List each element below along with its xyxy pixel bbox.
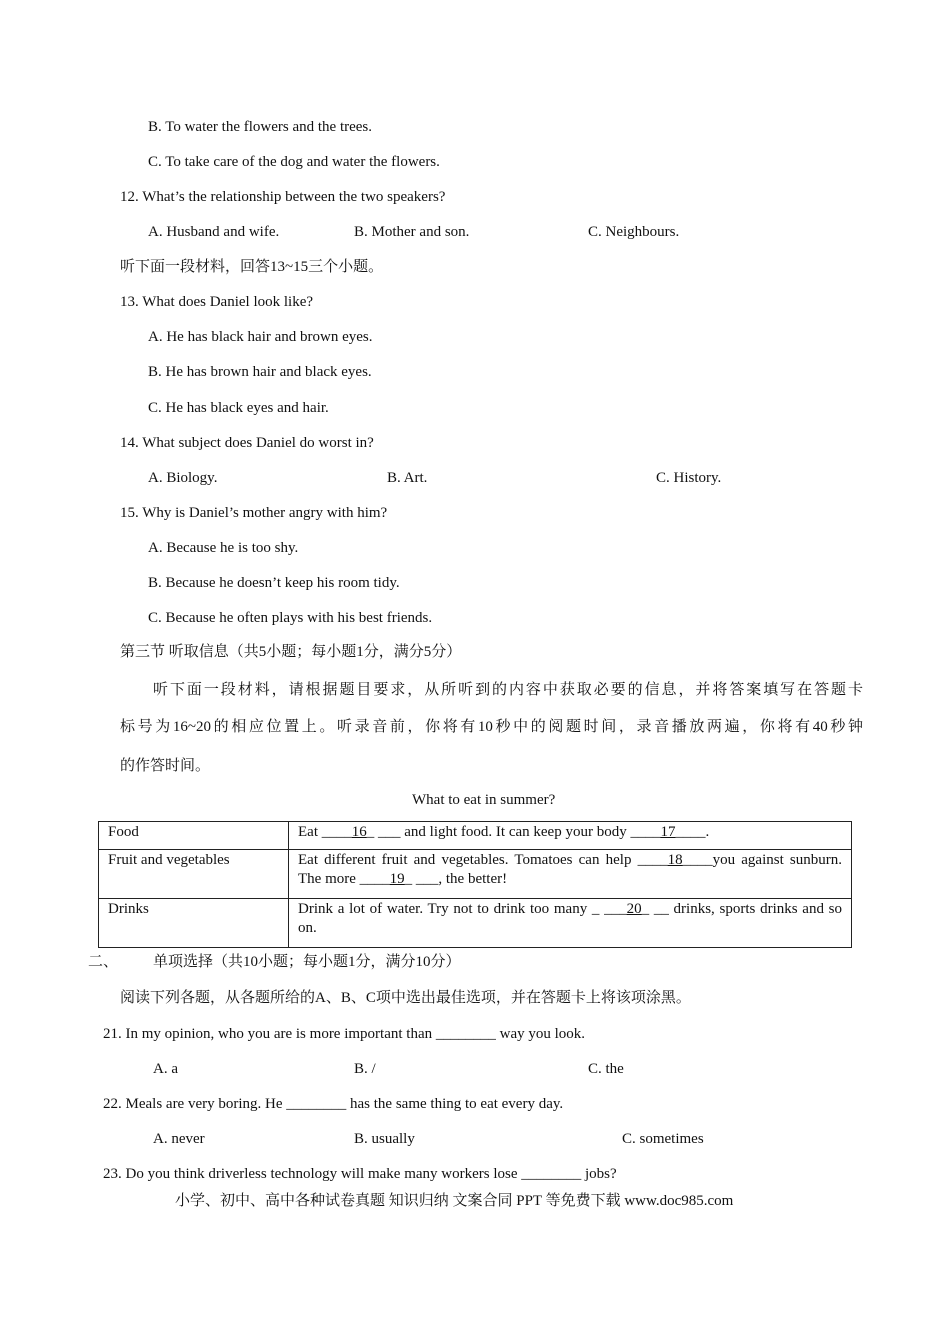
blank-18[interactable]: 18 <box>667 852 683 868</box>
table-row <box>99 899 852 948</box>
row-text: _ ___, the better! <box>404 871 508 887</box>
row-label: Fruit and vegetables <box>99 850 289 899</box>
row-content <box>289 850 852 899</box>
row-content <box>289 899 852 948</box>
row-content <box>289 822 852 850</box>
table-row <box>99 822 852 850</box>
row-text: Eat ____ <box>298 824 352 840</box>
blank-17[interactable]: 17 <box>660 824 676 840</box>
blank-16[interactable]: 16 <box>351 824 367 840</box>
blank-20[interactable]: 20 <box>626 901 642 917</box>
q13-option-a: A. He has black hair and brown eyes. <box>148 329 373 345</box>
q14-option-c: C. History. <box>656 470 722 486</box>
q13-option-b: B. He has brown hair and black eyes. <box>148 364 372 380</box>
section3-heading: 第三节 听取信息（共5小题；每小题1分，满分5分） <box>120 644 462 660</box>
row-label: Drinks <box>99 899 289 948</box>
q15-question: 15. Why is Daniel’s mother angry with him? <box>120 505 388 521</box>
q22-question: 22. Meals are very boring. He ________ has the same thing to eat every day. <box>103 1096 564 1112</box>
section3-instruction-1: 听下面一段材料，请根据题目要求，从所听到的内容中获取必要的信息，并将答案填写在答题卡 <box>153 682 863 698</box>
table-row <box>99 850 852 899</box>
table-title: What to eat in summer? <box>412 792 556 808</box>
q21-option-a: A. a <box>153 1061 178 1077</box>
row-text: _ <box>641 901 654 917</box>
blank-19[interactable]: 19 <box>389 871 405 887</box>
q22-option-b: B. usually <box>354 1131 415 1147</box>
q21-option-c: C. the <box>588 1061 624 1077</box>
q21-question: 21. In my opinion, who you are is more important than ________ way you look. <box>103 1026 586 1042</box>
q14-option-a: A. Biology. <box>148 470 218 486</box>
q22-option-a: A. never <box>153 1131 205 1147</box>
row-text: _ ___ and light food. It can keep your body ____ <box>366 824 661 840</box>
q15-option-a: A. Because he is too shy. <box>148 540 299 556</box>
info-table <box>98 821 852 948</box>
part2-instruction: 阅读下列各题，从各题所给的A、B、C项中选出最佳选项，并在答题卡上将该项涂黑。 <box>120 990 691 1006</box>
q12-option-b: B. Mother and son. <box>354 224 470 240</box>
row-text: ____. <box>675 824 710 840</box>
q13-question: 13. What does Daniel look like? <box>120 294 314 310</box>
q12-option-a: A. Husband and wife. <box>148 224 280 240</box>
page-footer: 小学、初中、高中各种试卷真题 知识归纳 文案合同 PPT 等免费下载 www.doc985.com <box>175 1193 734 1209</box>
q11-option-b: B. To water the flowers and the trees. <box>148 119 373 135</box>
q15-option-c: C. Because he often plays with his best friends. <box>148 610 433 626</box>
q21-option-b: B. / <box>354 1061 376 1077</box>
q12-question: 12. What’s the relationship between the two speakers? <box>120 189 446 205</box>
part2-heading: 单项选择（共10小题；每小题1分，满分10分） <box>153 954 461 970</box>
q11-option-c: C. To take care of the dog and water the flowers. <box>148 154 440 170</box>
part2-heading-number: 二、 <box>88 954 119 970</box>
row-label: Food <box>99 822 289 850</box>
q23-question: 23. Do you think driverless technology will make many workers lose ________ jobs? <box>103 1166 617 1182</box>
row-text: __ drinks, sports drinks and so on. <box>298 901 842 936</box>
q22-option-c: C. sometimes <box>622 1131 704 1147</box>
section3-instruction-3: 的作答时间。 <box>120 758 211 774</box>
row-text: Eat different fruit and vegetables. Tomatoes can help ____ <box>298 852 668 868</box>
row-text: Drink a lot of water. Try not to drink too many _ ___ <box>298 901 627 917</box>
q14-option-b: B. Art. <box>387 470 428 486</box>
q14-question: 14. What subject does Daniel do worst in? <box>120 435 374 451</box>
q15-option-b: B. Because he doesn’t keep his room tidy. <box>148 575 400 591</box>
q12-option-c: C. Neighbours. <box>588 224 680 240</box>
row-text: ____you against sunburn. The more ____ <box>298 852 842 887</box>
section3-instruction-2: 标号为16~20的相应位置上。听录音前，你将有10秒中的阅题时间，录音播放两遍，你将有40秒钟 <box>120 719 863 735</box>
intro-13-15: 听下面一段材料，回答13~15三个小题。 <box>120 259 384 275</box>
q13-option-c: C. He has black eyes and hair. <box>148 400 329 416</box>
